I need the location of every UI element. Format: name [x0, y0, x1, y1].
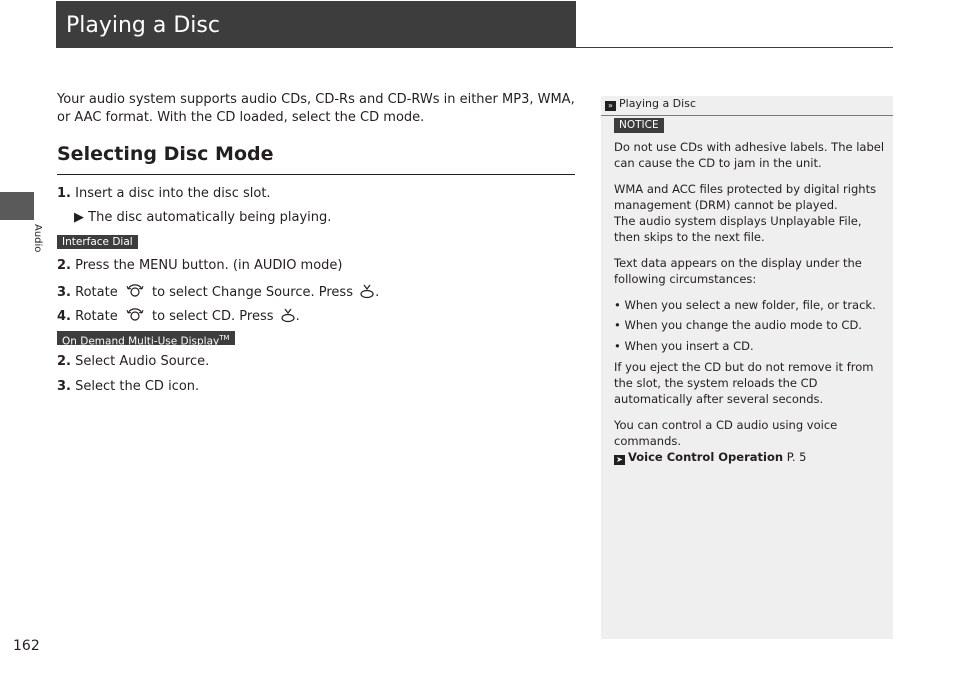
sidebar-paragraph: You can control a CD audio using voice commands.	[614, 418, 838, 448]
step-text-pre: Rotate	[75, 285, 118, 300]
step-text: Press the MENU button. (in AUDIO mode)	[75, 258, 343, 273]
step-item	[57, 258, 343, 273]
title-rule	[576, 47, 893, 48]
rotate-dial-icon	[126, 282, 144, 300]
step-text-pre: Select	[75, 354, 116, 369]
sidebar-paragraph: WMA and ACC files protected by digital rights management (DRM) cannot be played.	[614, 182, 877, 212]
step-number: 3.	[57, 285, 71, 300]
result-text: The disc automatically being playing.	[88, 210, 332, 225]
sidebar-heading	[605, 97, 696, 111]
step-text-pre: Rotate	[75, 309, 118, 324]
intro-paragraph: Your audio system supports audio CDs, CD-Rs and CD-RWs in either MP3, WMA, or AAC format. With the CD loaded, select the CD mode.	[57, 92, 575, 125]
link-page: P. 5	[786, 450, 807, 464]
section-rule	[57, 174, 575, 175]
step-item: 3. Rotate to select Change Source. Press .	[57, 282, 379, 300]
step-text: Insert a disc into the disc slot.	[75, 186, 271, 201]
link-title: Voice Control Operation	[628, 450, 784, 464]
tag-trademark: TM	[219, 334, 230, 342]
step-item	[57, 379, 199, 394]
interface-dial-tag: Interface Dial	[57, 235, 138, 249]
result-arrow-icon: ▶	[74, 210, 84, 225]
list-item: • When you insert a CD.	[614, 339, 754, 353]
sidebar-paragraph: Text data appears on the display under the following circumstances:	[614, 256, 862, 286]
menu-item-label: Change Source	[211, 285, 311, 300]
list-item: • When you select a new folder, file, or track.	[614, 298, 876, 312]
sidebar-paragraph: The audio system displays Unplayable File, then skips to the next file.	[614, 214, 862, 244]
page-number: 162	[13, 638, 40, 654]
section-tab	[0, 192, 34, 220]
notice-badge: NOTICE	[614, 118, 664, 133]
sidebar-rule	[601, 115, 893, 116]
link-arrow-icon: ➤	[614, 455, 625, 465]
step-item	[57, 186, 271, 201]
step-text-post: . Press	[231, 309, 274, 324]
sidebar-heading-text: Playing a Disc	[619, 97, 696, 110]
sidebar-paragraph: If you eject the CD but do not remove it from the slot, the system reloads the CD automatically after several seconds.	[614, 360, 874, 406]
step-item: 4. Rotate to select CD. Press .	[57, 306, 300, 324]
page-title: Playing a Disc	[66, 13, 220, 38]
list-item-text: When you insert a CD.	[624, 339, 754, 353]
step-item	[57, 354, 209, 369]
step-number: 2.	[57, 258, 71, 273]
step-number: 2.	[57, 354, 71, 369]
notice-text: Do not use CDs with adhesive labels. The label can cause the CD to jam in the unit.	[614, 140, 885, 170]
section-title: Selecting Disc Mode	[57, 143, 274, 165]
press-dial-icon	[280, 307, 296, 323]
list-item-text: When you change the audio mode to CD.	[624, 318, 862, 332]
section-tab-label: Audio	[32, 224, 43, 253]
cross-reference-link[interactable]	[614, 449, 886, 465]
sidebar-notes	[601, 96, 893, 639]
menu-item-label: CD	[144, 379, 164, 394]
step-number: 1.	[57, 186, 71, 201]
step-text-mid: to select	[151, 285, 208, 300]
step-number: 3.	[57, 379, 71, 394]
step-text-mid: to select	[151, 309, 208, 324]
list-item: • When you change the audio mode to CD.	[614, 318, 862, 332]
step-result	[74, 210, 331, 225]
step-text-pre: Select the	[75, 379, 141, 394]
step-text-post: icon.	[168, 379, 200, 394]
menu-item-label: CD	[211, 309, 232, 324]
title-bar	[56, 1, 576, 48]
rotate-dial-icon	[126, 306, 144, 324]
step-text-post: .	[205, 354, 210, 369]
double-arrow-icon: »	[605, 101, 616, 111]
tag-text: On Demand Multi-Use Display	[62, 335, 220, 348]
menu-item-label: Audio Source	[119, 354, 206, 369]
press-dial-icon	[359, 283, 375, 299]
multi-use-display-tag	[57, 331, 235, 348]
step-number: 4.	[57, 309, 71, 324]
step-text-post: . Press	[310, 285, 353, 300]
list-item-text: When you select a new folder, file, or track.	[624, 298, 876, 312]
